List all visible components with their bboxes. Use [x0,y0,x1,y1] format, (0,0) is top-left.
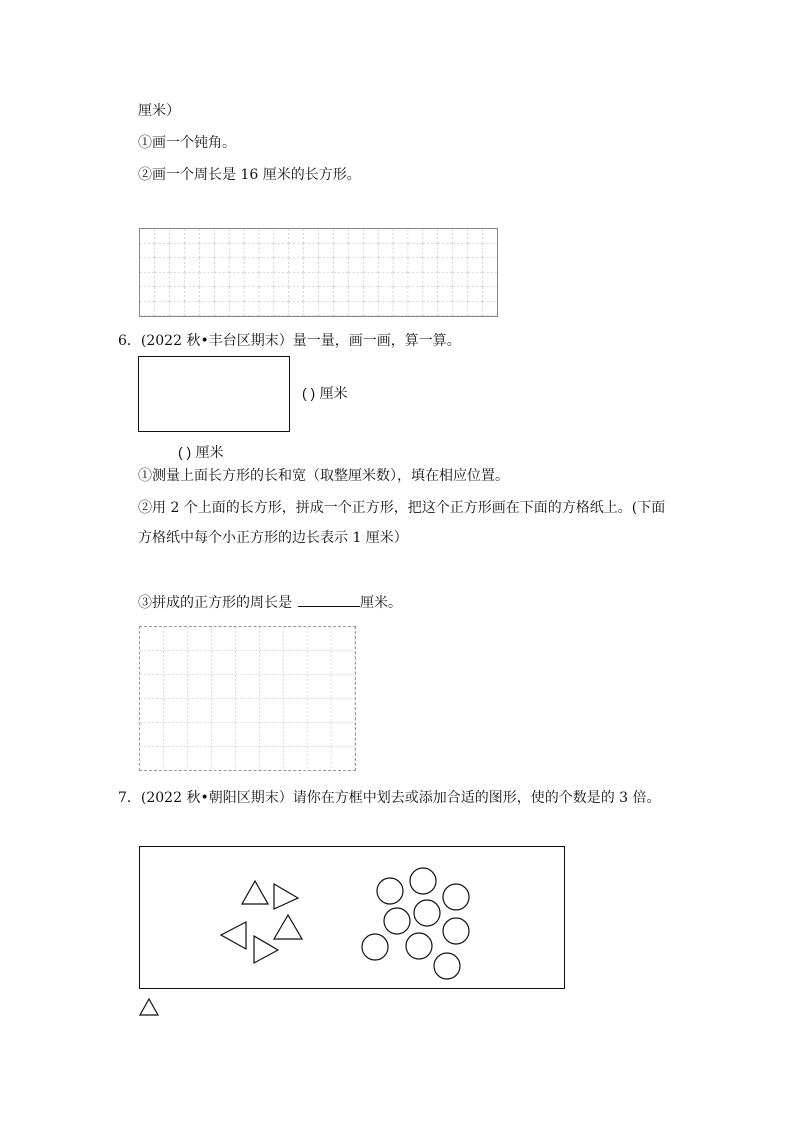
q6-item-2-line-1: ②用 2 个上面的长方形，拼成一个正方形，把这个正方形画在下面的方格纸上。(下面 [138,500,666,516]
length-blank-paren: ( ) [178,444,192,460]
rect-height-answer[interactable] [302,384,348,403]
perimeter-blank[interactable] [298,592,360,607]
drawing-grid-2[interactable] [139,626,356,771]
height-blank-paren: ( ) [302,385,316,401]
grid-2-lines [140,627,355,770]
rect-length-answer[interactable] [178,443,224,462]
circle-shape [443,884,469,910]
circle-shape [362,934,388,960]
q6-item-3 [138,592,402,612]
triangle-shape [274,915,302,939]
circle-shape [406,933,432,959]
shapes-drawing [140,847,564,988]
q6-item-1: ①测量上面长方形的长和宽（取整厘米数），填在相应位置。 [138,468,509,484]
triangle-shape [274,884,298,909]
height-unit: 厘米 [319,385,348,401]
length-unit: 厘米 [195,444,224,460]
q6-item-3-suffix: 厘米。 [360,595,402,611]
sample-rectangle [138,356,290,432]
q5-item-1: ①画一个钝角。 [138,135,236,151]
q5-continuation: 厘米） [138,103,180,119]
triangle-shape [242,881,268,904]
triangle-shape [254,936,278,963]
grid-1-lines [140,229,497,316]
q6-item-2-line-2: 方格纸中每个小正方形的边长表示 1 厘米） [138,530,408,546]
circle-shape [443,918,469,944]
circle-shape [410,868,436,894]
circle-shape [434,953,460,979]
shapes-frame[interactable] [139,846,565,989]
q6-item-3-prefix: ③拼成的正方形的周长是 [138,595,292,611]
triangle-legend-icon [138,997,160,1017]
drawing-grid-1[interactable] [139,228,498,317]
circle-shape [384,908,410,934]
q7-title: 7．(2022 秋•朝阳区期末）请你在方框中划去或添加合适的图形，使的个数是的 3 倍。 [118,790,661,806]
q5-item-2: ②画一个周长是 16 厘米的长方形。 [138,167,361,183]
circle-shape [414,900,440,926]
circle-shape [377,878,403,904]
triangle-shape [221,922,246,949]
q6-title: 6．(2022 秋•丰台区期末）量一量，画一画，算一算。 [118,333,461,349]
